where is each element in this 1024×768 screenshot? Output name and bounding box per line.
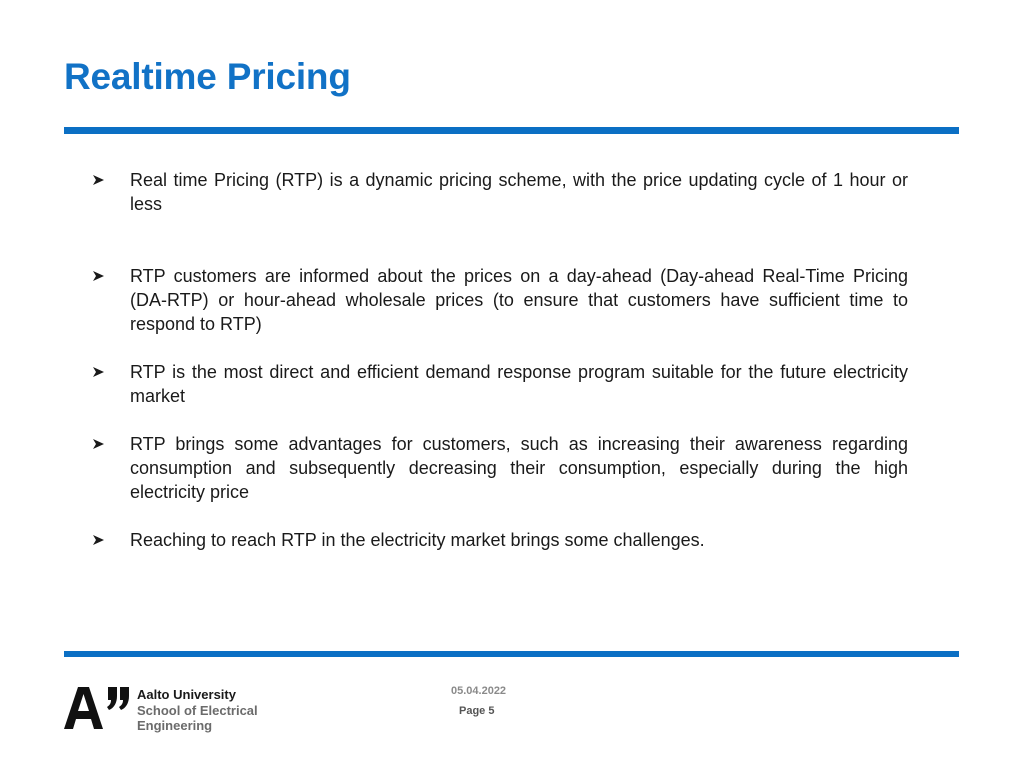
arrowhead-bullet-icon <box>90 360 108 384</box>
bullet-item <box>90 264 908 336</box>
slide-title: Realtime Pricing <box>64 56 351 97</box>
title-divider <box>64 127 959 134</box>
bullet-item <box>90 432 908 504</box>
bullet-list <box>90 168 908 552</box>
bullet-item <box>90 360 908 408</box>
bullet-text: Real time Pricing (RTP) is a dynamic pricing scheme, with the price updating cycle of 1 hour or less <box>130 170 908 214</box>
aalto-a-logo-icon <box>64 686 130 730</box>
arrowhead-bullet-icon <box>90 432 108 456</box>
footer-date: 05.04.2022 <box>451 685 507 697</box>
footer-divider <box>64 651 959 657</box>
arrowhead-bullet-icon <box>90 168 108 192</box>
school-name-line2: Engineering <box>137 718 213 733</box>
school-name-line1: School of Electrical <box>137 702 258 718</box>
bullet-item <box>90 168 908 216</box>
bullet-item <box>90 528 908 552</box>
arrowhead-bullet-icon <box>90 528 108 552</box>
bullet-text: RTP brings some advantages for customers, such as increasing their awareness regarding consumption and subsequently decreasing their consumption, especially during the high electricity price <box>130 434 908 502</box>
logo-text <box>137 687 258 734</box>
arrowhead-bullet-icon <box>90 264 108 288</box>
bullet-text: RTP is the most direct and efficient demand response program suitable for the future electricity market <box>130 362 908 406</box>
university-name: Aalto University <box>137 687 236 702</box>
page-number: Page 5 <box>459 705 495 717</box>
bullet-text: Reaching to reach RTP in the electricity market brings some challenges. <box>130 530 705 550</box>
bullet-text: RTP customers are informed about the prices on a day-ahead (Day-ahead Real-Time Pricing (DA-RTP) or hour-ahead wholesale prices (to ensure that customers have sufficient time to respond to RTP) <box>130 266 908 334</box>
